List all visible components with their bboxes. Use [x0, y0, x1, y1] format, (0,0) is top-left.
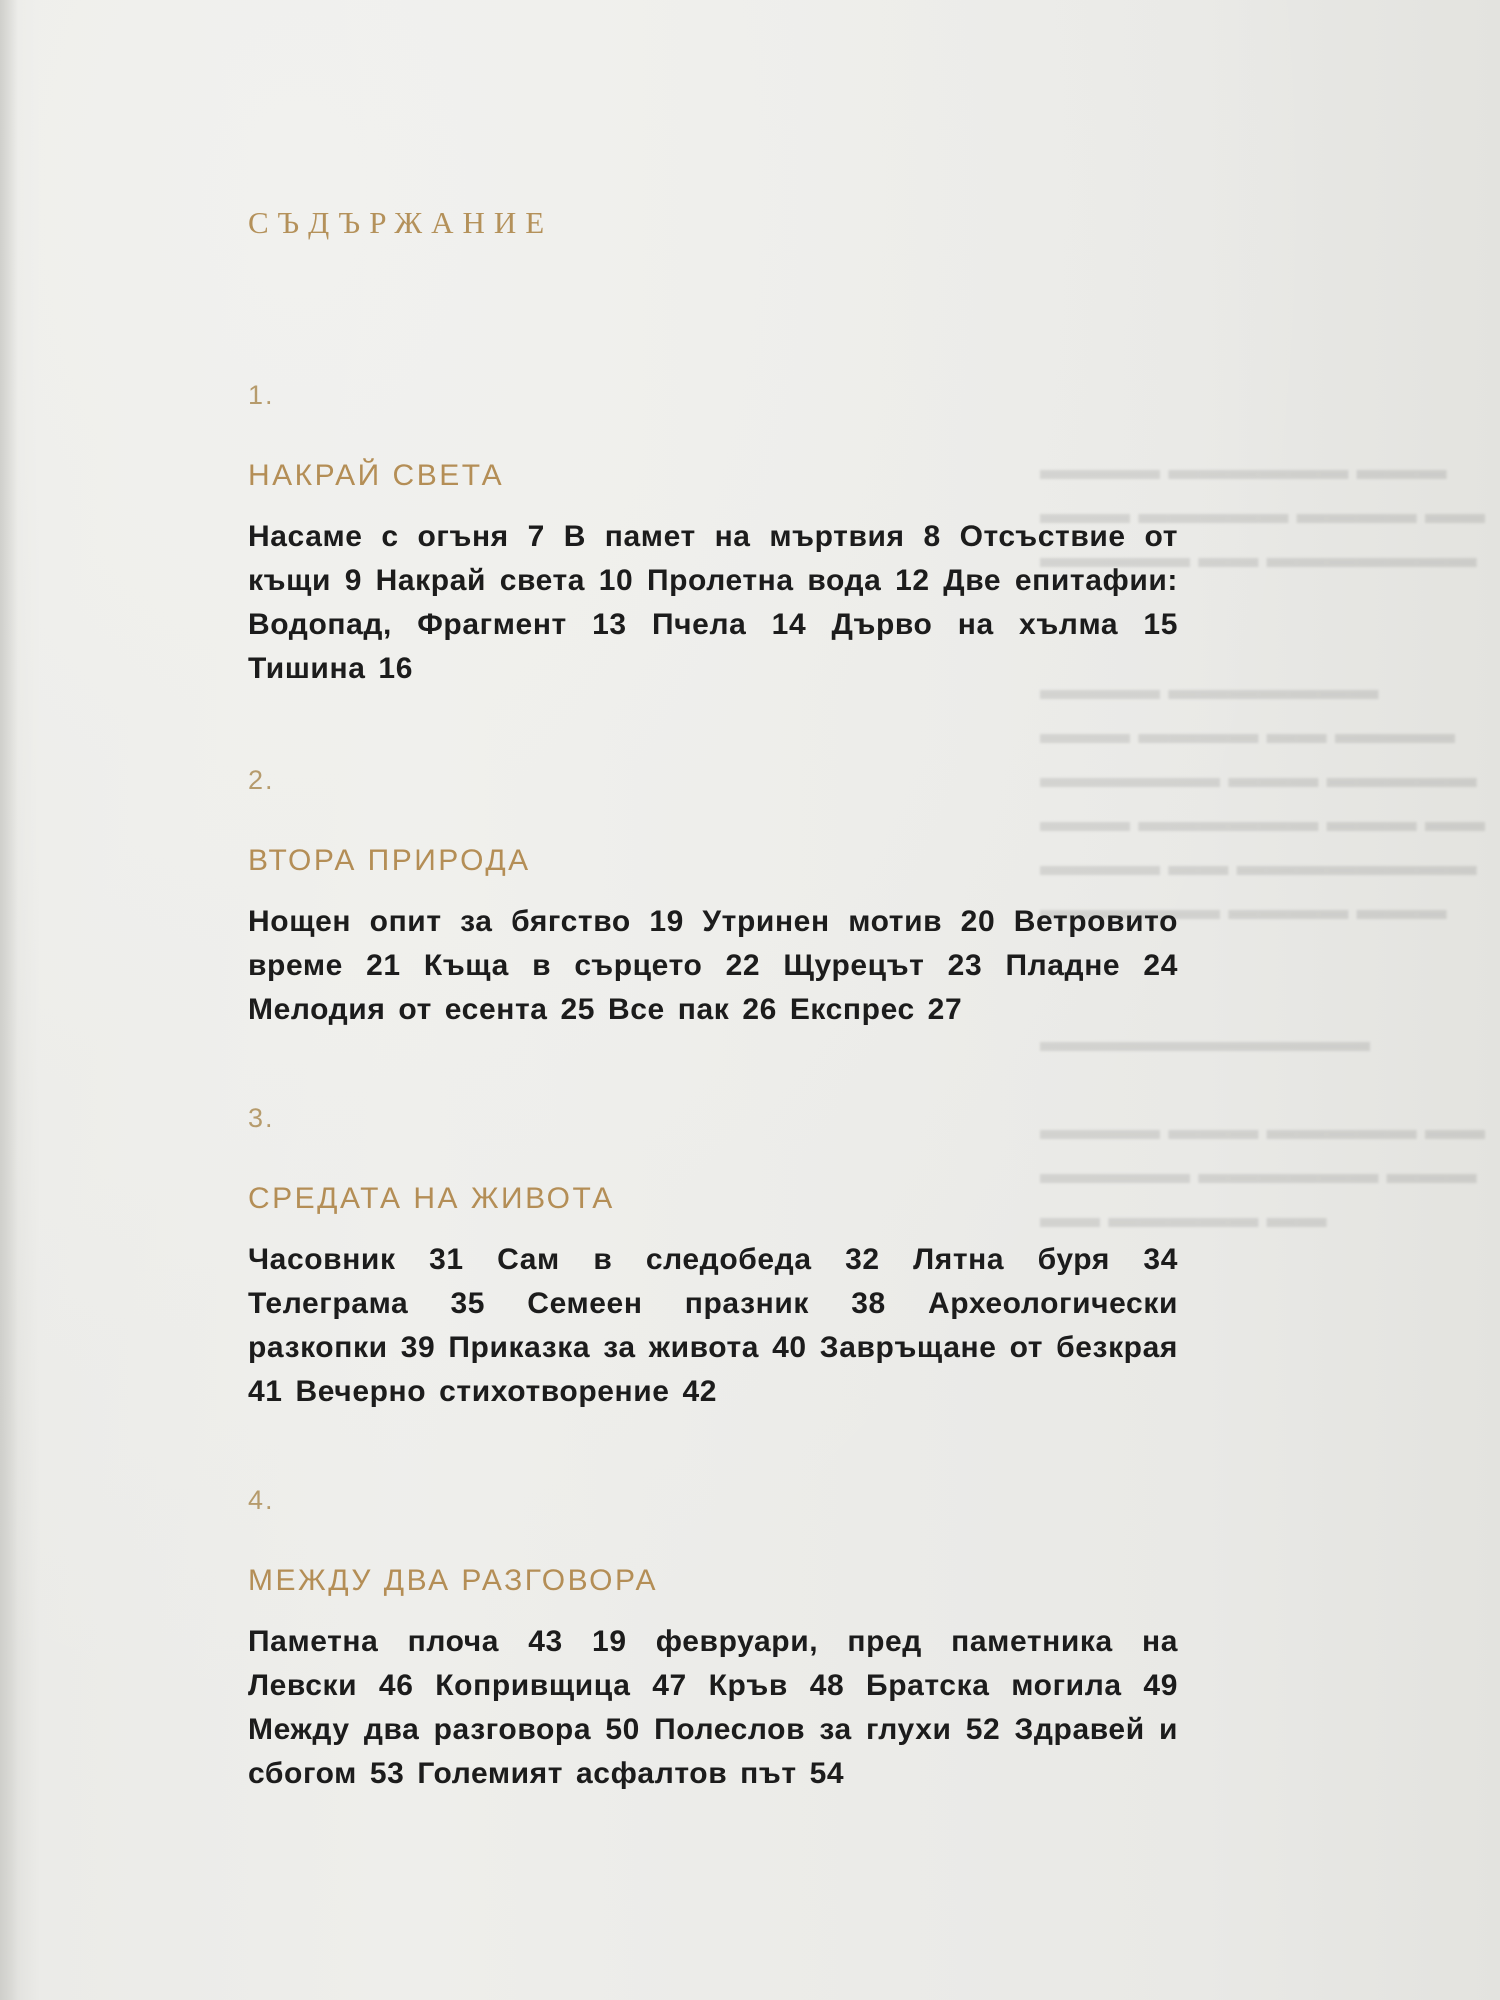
- show-through-line: ▬▬▬▬ ▬▬▬▬▬▬ ▬▬▬: [1040, 453, 1447, 486]
- show-through-line: ▬▬▬▬ ▬▬▬▬▬▬▬: [1040, 673, 1379, 706]
- section-title: СРЕДАТА НА ЖИВОТА: [248, 1182, 615, 1215]
- show-through-line: ▬▬▬ ▬▬▬▬▬▬ ▬▬▬ ▬▬: [1040, 805, 1486, 838]
- show-through-line: ▬▬▬ ▬▬▬▬▬ ▬▬▬▬ ▬▬: [1040, 497, 1486, 530]
- show-through-line: ▬▬ ▬▬▬▬▬ ▬▬: [1040, 1201, 1327, 1234]
- section-number: 2.: [248, 765, 275, 795]
- toc-title: СЪДЪРЖАНИЕ: [248, 205, 554, 240]
- toc-section-2: [248, 765, 1178, 1032]
- show-through-line: ▬▬▬▬▬▬ ▬▬▬ ▬▬▬▬▬: [1040, 761, 1477, 794]
- show-through-line: ▬▬▬▬ ▬▬ ▬▬▬▬▬▬▬▬: [1040, 849, 1477, 882]
- toc-section-3: [248, 1103, 1178, 1414]
- table-of-contents: [248, 205, 1178, 1790]
- section-number: 1.: [248, 380, 275, 410]
- section-title: ВТОРА ПРИРОДА: [248, 844, 531, 877]
- toc-section-1: [248, 380, 1178, 691]
- show-through-line: ▬▬▬▬▬▬ ▬▬▬▬ ▬▬▬: [1040, 893, 1447, 926]
- section-entries: Часовник 31 Сам в следобеда 32 Лятна буря 34 Телеграма 35 Семеен празник 38 Археологически разкопки 39 Приказка за живота 40 Завръщане от безкрая 41 Вечерно стихотворение 42: [248, 1243, 1178, 1408]
- show-through-line: ▬▬▬▬▬▬▬▬▬▬▬: [1040, 1025, 1370, 1058]
- show-through-line: ▬▬▬▬▬ ▬▬ ▬▬▬▬▬▬▬: [1040, 541, 1477, 574]
- section-title: МЕЖДУ ДВА РАЗГОВОРА: [248, 1564, 658, 1597]
- section-entries: Насаме с огъня 7 В памет на мъртвия 8 Отсъствие от къщи 9 Накрай света 10 Пролетна вода 12 Две епитафии: Водопад, Фрагмент 13 Пчела 14 Дърво на хълма 15 Тишина 16: [248, 520, 1178, 685]
- show-through-line: ▬▬▬▬▬ ▬▬▬▬▬▬ ▬▬▬: [1040, 1157, 1477, 1190]
- section-number: 3.: [248, 1103, 275, 1133]
- show-through-line: ▬▬▬ ▬▬▬▬ ▬▬ ▬▬▬▬: [1040, 717, 1456, 750]
- section-number: 4.: [248, 1485, 275, 1515]
- section-title: НАКРАЙ СВЕТА: [248, 459, 505, 492]
- show-through-line: [1040, 1066, 1500, 1106]
- show-through-line: ▬▬▬▬ ▬▬▬ ▬▬▬▬▬ ▬▬: [1040, 1113, 1486, 1146]
- section-entries: Нощен опит за бягство 19 Утринен мотив 20 Ветровито време 21 Къща в сърцето 22 Щурецът 23 Пладне 24 Мелодия от есента 25 Все пак 26 Експрес 27: [248, 905, 1178, 1026]
- page-edge-shadow: [0, 0, 18, 2000]
- toc-section-4: [248, 1485, 1178, 1796]
- section-entries: Паметна плоча 43 19 февруари, пред паметника на Левски 46 Копривщица 47 Кръв 48 Братска могила 49 Между два разговора 50 Полеслов за глухи 52 Здравей и сбогом 53 Големият асфалтов път 54: [248, 1625, 1178, 1790]
